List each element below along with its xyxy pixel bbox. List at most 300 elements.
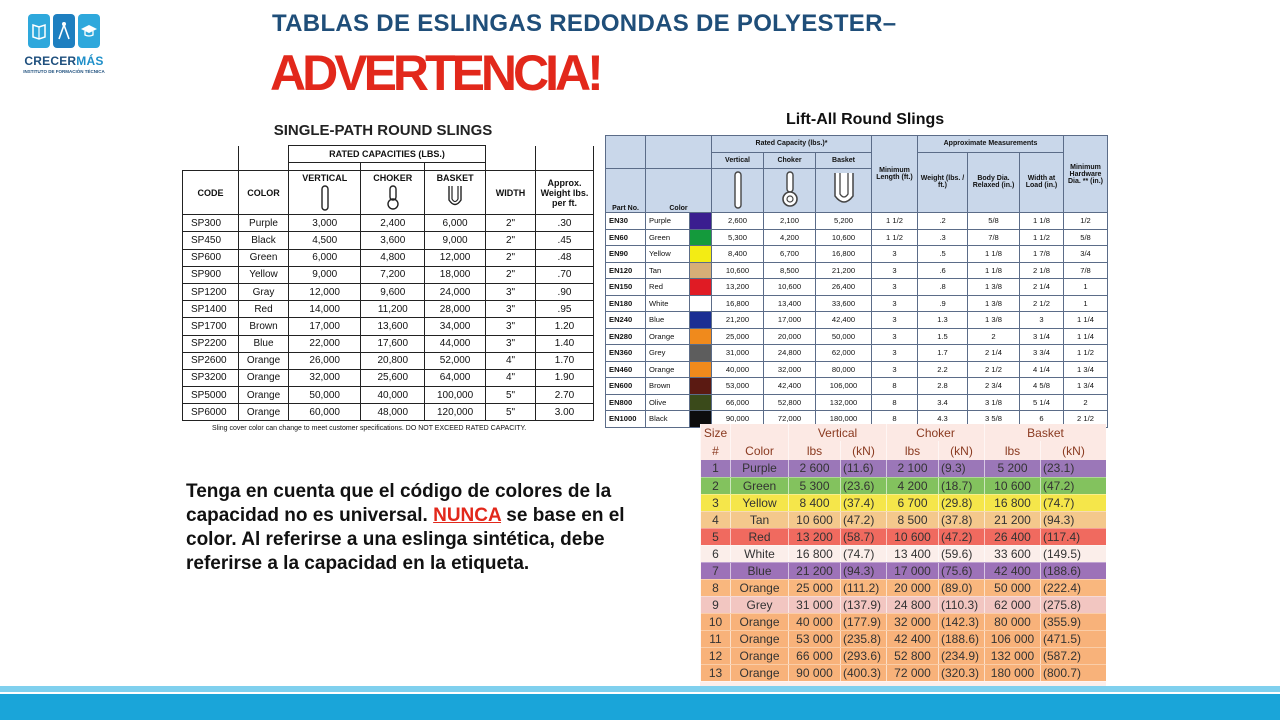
table-row bbox=[606, 262, 1108, 279]
table-cell: 5" bbox=[486, 387, 536, 404]
table-cell: 24,000 bbox=[425, 283, 486, 300]
table-row bbox=[183, 335, 594, 352]
table-cell: (177.9) bbox=[841, 613, 887, 630]
lift-all-caption: Lift-All Round Slings bbox=[786, 111, 945, 128]
table-cell: White bbox=[646, 295, 690, 312]
table-cell: 12,000 bbox=[425, 249, 486, 266]
col-la-body-dia: Body Dia. Relaxed (in.) bbox=[968, 152, 1020, 213]
table-cell: .5 bbox=[918, 246, 968, 263]
table-row bbox=[606, 229, 1108, 246]
table-cell: 6 bbox=[1020, 411, 1064, 428]
table-cell: 1.70 bbox=[536, 352, 594, 369]
table-row bbox=[183, 283, 594, 300]
table-cell: 4,800 bbox=[361, 249, 425, 266]
table-cell: 3 bbox=[872, 246, 918, 263]
table-cell: 13 200 bbox=[789, 528, 841, 545]
table-cell: 180 000 bbox=[985, 664, 1041, 681]
table-cell: (234.9) bbox=[939, 647, 985, 664]
compass-icon bbox=[53, 14, 75, 48]
table-cell: 13 400 bbox=[887, 545, 939, 562]
table-cell: Purple bbox=[646, 213, 690, 230]
color-swatch bbox=[690, 361, 712, 378]
table-cell: 1 1/8 bbox=[1020, 213, 1064, 230]
table-cell: 6,700 bbox=[764, 246, 816, 263]
table-cell: 9 bbox=[701, 596, 731, 613]
table-cell: 2 1/4 bbox=[1020, 279, 1064, 296]
table-cell: 9,000 bbox=[425, 232, 486, 249]
table-cell: (117.4) bbox=[1041, 528, 1107, 545]
table-cell: SP5000 bbox=[183, 387, 239, 404]
table-cell: 1.5 bbox=[918, 328, 968, 345]
table-cell: 2 1/2 bbox=[1020, 295, 1064, 312]
color-swatch bbox=[690, 229, 712, 246]
lift-all-table bbox=[605, 135, 1108, 428]
table-cell: .90 bbox=[536, 283, 594, 300]
table-cell: (137.9) bbox=[841, 596, 887, 613]
table-cell: 3 bbox=[872, 312, 918, 329]
table-cell: Yellow bbox=[646, 246, 690, 263]
table-cell: (149.5) bbox=[1041, 545, 1107, 562]
table-cell: EN360 bbox=[606, 345, 646, 362]
table-cell: 1 1/8 bbox=[968, 246, 1020, 263]
table-cell: 33,600 bbox=[816, 295, 872, 312]
table-cell: (47.2) bbox=[841, 511, 887, 528]
table-cell: 8 bbox=[701, 579, 731, 596]
table-cell: 2" bbox=[486, 266, 536, 283]
table-row bbox=[606, 378, 1108, 395]
table-cell: (89.0) bbox=[939, 579, 985, 596]
single-path-title: SINGLE-PATH ROUND SLINGS bbox=[273, 122, 493, 139]
table-cell: 13 bbox=[701, 664, 731, 681]
table-cell: 106,000 bbox=[816, 378, 872, 395]
table-cell: 72,000 bbox=[764, 411, 816, 428]
table-cell: 2" bbox=[486, 232, 536, 249]
col-la-choker: Choker bbox=[764, 152, 816, 169]
table-cell: 25,600 bbox=[361, 369, 425, 386]
table-cell: 2 1/4 bbox=[968, 345, 1020, 362]
table-cell: 2 600 bbox=[789, 460, 841, 477]
color-swatch bbox=[690, 345, 712, 362]
table-row bbox=[183, 215, 594, 232]
table-cell: 9,000 bbox=[289, 266, 361, 283]
table-cell: 3" bbox=[486, 301, 536, 318]
table-row bbox=[701, 613, 1107, 630]
table-cell: Orange bbox=[646, 361, 690, 378]
table-cell: Red bbox=[239, 301, 289, 318]
table-row bbox=[183, 249, 594, 266]
table-cell: Tan bbox=[646, 262, 690, 279]
table-cell: 1 1/4 bbox=[1064, 328, 1108, 345]
table-cell: 3,600 bbox=[361, 232, 425, 249]
table-cell: 32 000 bbox=[887, 613, 939, 630]
table-cell: 1.7 bbox=[918, 345, 968, 362]
table-row bbox=[701, 647, 1107, 664]
table-cell: EN1000 bbox=[606, 411, 646, 428]
table-cell: 180,000 bbox=[816, 411, 872, 428]
table-cell: 10 600 bbox=[985, 477, 1041, 494]
col-c-lbs: lbs bbox=[887, 441, 939, 460]
table-row bbox=[701, 562, 1107, 579]
table-cell: 25,000 bbox=[712, 328, 764, 345]
table-cell: Blue bbox=[239, 335, 289, 352]
table-cell: 7/8 bbox=[1064, 262, 1108, 279]
table-cell: 3 bbox=[872, 295, 918, 312]
table-cell: 100,000 bbox=[425, 387, 486, 404]
table-cell: 42,400 bbox=[764, 378, 816, 395]
table-cell: Brown bbox=[239, 318, 289, 335]
table-cell: 10,600 bbox=[712, 262, 764, 279]
table-cell: (11.6) bbox=[841, 460, 887, 477]
table-cell: 11 bbox=[701, 630, 731, 647]
table-cell: 34,000 bbox=[425, 318, 486, 335]
table-cell: 26 400 bbox=[985, 528, 1041, 545]
table-cell: 1 1/2 bbox=[872, 229, 918, 246]
table-cell: 5" bbox=[486, 404, 536, 421]
table-cell: EN180 bbox=[606, 295, 646, 312]
col-hardware-dia: Minimum Hardware Dia. ** (in.) bbox=[1064, 136, 1108, 213]
table-cell: (111.2) bbox=[841, 579, 887, 596]
table-cell: 1 1/2 bbox=[872, 213, 918, 230]
table-cell: 24 800 bbox=[887, 596, 939, 613]
table-cell: 3/4 bbox=[1064, 246, 1108, 263]
table-row bbox=[701, 477, 1107, 494]
table-cell: 3,000 bbox=[289, 215, 361, 232]
table-cell: 2,400 bbox=[361, 215, 425, 232]
la-choker-icon-cell bbox=[764, 169, 816, 213]
table-cell: 6,000 bbox=[289, 249, 361, 266]
table-cell: 3" bbox=[486, 283, 536, 300]
book-icon bbox=[28, 14, 50, 48]
table-cell: 3" bbox=[486, 335, 536, 352]
col-ct-vertical: Vertical bbox=[789, 424, 887, 441]
table-cell: SP1200 bbox=[183, 283, 239, 300]
table-cell: 3 bbox=[701, 494, 731, 511]
table-cell: 3 bbox=[1020, 312, 1064, 329]
table-cell: (188.6) bbox=[939, 630, 985, 647]
basket-hitch-icon bbox=[446, 185, 464, 209]
table-cell: 10 600 bbox=[789, 511, 841, 528]
table-cell: 3 bbox=[872, 361, 918, 378]
table-cell: 2.8 bbox=[918, 378, 968, 395]
table-cell: Yellow bbox=[731, 494, 789, 511]
col-num: # bbox=[701, 441, 731, 460]
table-cell: (471.5) bbox=[1041, 630, 1107, 647]
table-cell: 10 bbox=[701, 613, 731, 630]
table-cell: SP1400 bbox=[183, 301, 239, 318]
table-cell: EN600 bbox=[606, 378, 646, 395]
table-cell: 1 3/8 bbox=[968, 312, 1020, 329]
table-cell: 4,500 bbox=[289, 232, 361, 249]
table-cell: 1 3/8 bbox=[968, 295, 1020, 312]
vertical-hitch-icon bbox=[320, 185, 330, 211]
table-cell: (29.8) bbox=[939, 494, 985, 511]
table-cell: 4.3 bbox=[918, 411, 968, 428]
color-swatch bbox=[690, 262, 712, 279]
table-cell: 1 bbox=[701, 460, 731, 477]
table-cell: 14,000 bbox=[289, 301, 361, 318]
table-cell: 50 000 bbox=[985, 579, 1041, 596]
table-cell: 42 400 bbox=[985, 562, 1041, 579]
table-cell: Olive bbox=[646, 394, 690, 411]
table-cell: 20 000 bbox=[887, 579, 939, 596]
table-cell: 40 000 bbox=[789, 613, 841, 630]
table-cell: (58.7) bbox=[841, 528, 887, 545]
table-cell: (355.9) bbox=[1041, 613, 1107, 630]
table-cell: 31,000 bbox=[712, 345, 764, 362]
table-cell: SP3200 bbox=[183, 369, 239, 386]
color-swatch bbox=[690, 213, 712, 230]
col-la-basket: Basket bbox=[816, 152, 872, 169]
table-cell: Gray bbox=[239, 283, 289, 300]
table-cell: 2 bbox=[968, 328, 1020, 345]
table-cell: Black bbox=[646, 411, 690, 428]
table-cell: (59.6) bbox=[939, 545, 985, 562]
table-cell: 4 200 bbox=[887, 477, 939, 494]
table-cell: (320.3) bbox=[939, 664, 985, 681]
col-width: WIDTH bbox=[486, 171, 536, 215]
table-cell: 53 000 bbox=[789, 630, 841, 647]
table-cell: 1.40 bbox=[536, 335, 594, 352]
table-cell: 4" bbox=[486, 369, 536, 386]
table-cell: 1 bbox=[1064, 295, 1108, 312]
table-cell: 16,800 bbox=[816, 246, 872, 263]
table-cell: 7/8 bbox=[968, 229, 1020, 246]
col-min-length: Minimum Length (ft.) bbox=[872, 136, 918, 213]
table-cell: 1.90 bbox=[536, 369, 594, 386]
choker-hitch-icon bbox=[780, 171, 800, 209]
table-cell: 1.20 bbox=[536, 318, 594, 335]
table-cell: 32,000 bbox=[764, 361, 816, 378]
col-la-weight: Weight (lbs. / ft.) bbox=[918, 152, 968, 213]
table-row bbox=[701, 460, 1107, 477]
col-ct-basket: Basket bbox=[985, 424, 1107, 441]
table-cell: (222.4) bbox=[1041, 579, 1107, 596]
table-row bbox=[606, 295, 1108, 312]
table-cell: 5 200 bbox=[985, 460, 1041, 477]
color-capacity-table bbox=[700, 424, 1106, 682]
table-cell: 1 1/4 bbox=[1064, 312, 1108, 329]
table-row bbox=[183, 387, 594, 404]
table-cell: 1 7/8 bbox=[1020, 246, 1064, 263]
table-cell: 7 bbox=[701, 562, 731, 579]
table-cell: Orange bbox=[239, 387, 289, 404]
table-cell: SP6000 bbox=[183, 404, 239, 421]
table-row bbox=[183, 232, 594, 249]
table-row bbox=[606, 394, 1108, 411]
table-cell: (74.7) bbox=[841, 545, 887, 562]
table-cell: 21 200 bbox=[789, 562, 841, 579]
choker-hitch-icon bbox=[385, 185, 401, 211]
table-cell: 62 000 bbox=[985, 596, 1041, 613]
col-v-lbs: lbs bbox=[789, 441, 841, 460]
color-capacity-chart bbox=[700, 424, 1106, 686]
table-cell: .45 bbox=[536, 232, 594, 249]
table-cell: 60,000 bbox=[289, 404, 361, 421]
color-swatch bbox=[690, 378, 712, 395]
warning-title: ADVERTENCIA! bbox=[270, 45, 600, 101]
table-cell: 21 200 bbox=[985, 511, 1041, 528]
table-row bbox=[183, 404, 594, 421]
table-cell: 3 bbox=[872, 345, 918, 362]
table-cell: Green bbox=[646, 229, 690, 246]
table-cell: 4 bbox=[701, 511, 731, 528]
table-cell: .70 bbox=[536, 266, 594, 283]
table-cell: .6 bbox=[918, 262, 968, 279]
table-cell: .48 bbox=[536, 249, 594, 266]
table-cell: 10,600 bbox=[764, 279, 816, 296]
note-text-before: Tenga en cuenta que el código de colores de la capacidad no es universal. bbox=[186, 481, 612, 526]
table-cell: 66 000 bbox=[789, 647, 841, 664]
graduation-cap-icon bbox=[78, 14, 100, 48]
table-cell: 3 1/4 bbox=[1020, 328, 1064, 345]
table-cell: (37.4) bbox=[841, 494, 887, 511]
table-cell: (142.3) bbox=[939, 613, 985, 630]
table-row bbox=[183, 352, 594, 369]
table-cell: Purple bbox=[731, 460, 789, 477]
table-cell: Orange bbox=[239, 369, 289, 386]
single-path-rows bbox=[183, 215, 594, 421]
table-cell: 80 000 bbox=[985, 613, 1041, 630]
rated-capacity-header: Rated Capacity (lbs.)* bbox=[712, 136, 872, 153]
table-cell: 16,800 bbox=[712, 295, 764, 312]
table-cell: (587.2) bbox=[1041, 647, 1107, 664]
table-cell: (94.3) bbox=[841, 562, 887, 579]
table-cell: 16 800 bbox=[985, 494, 1041, 511]
table-cell: 22,000 bbox=[289, 335, 361, 352]
table-cell: 21,200 bbox=[712, 312, 764, 329]
col-code: CODE bbox=[183, 171, 239, 215]
table-cell: 3.00 bbox=[536, 404, 594, 421]
table-cell: 17,000 bbox=[764, 312, 816, 329]
table-cell: White bbox=[731, 545, 789, 562]
table-cell: 2" bbox=[486, 215, 536, 232]
col-weight: Approx. Weight lbs. per ft. bbox=[536, 171, 594, 215]
table-cell: Red bbox=[731, 528, 789, 545]
table-cell: .95 bbox=[536, 301, 594, 318]
col-la-color: Color bbox=[646, 169, 712, 213]
table-cell: 1 1/2 bbox=[1020, 229, 1064, 246]
table-row bbox=[606, 213, 1108, 230]
table-cell: Blue bbox=[731, 562, 789, 579]
table-cell: 8 bbox=[872, 378, 918, 395]
table-cell: .3 bbox=[918, 229, 968, 246]
color-swatch bbox=[690, 295, 712, 312]
table-cell: SP600 bbox=[183, 249, 239, 266]
table-cell: 72 000 bbox=[887, 664, 939, 681]
table-cell: Orange bbox=[731, 664, 789, 681]
table-row bbox=[606, 328, 1108, 345]
footer-stripe bbox=[0, 686, 1280, 692]
table-cell: 10 600 bbox=[887, 528, 939, 545]
lift-all-chart bbox=[605, 135, 1108, 424]
table-cell: Green bbox=[239, 249, 289, 266]
table-cell: Yellow bbox=[239, 266, 289, 283]
color-swatch bbox=[690, 312, 712, 329]
table-cell: 5 300 bbox=[789, 477, 841, 494]
table-cell: 106 000 bbox=[985, 630, 1041, 647]
col-la-vertical: Vertical bbox=[712, 152, 764, 169]
single-path-note: Sling cover color can change to meet customer specifications. DO NOT EXCEED RATED CAPACITY. bbox=[212, 425, 527, 433]
table-cell: 3 bbox=[872, 279, 918, 296]
table-cell: 12,000 bbox=[289, 283, 361, 300]
table-cell: (9.3) bbox=[939, 460, 985, 477]
table-cell: Tan bbox=[731, 511, 789, 528]
table-cell: (23.1) bbox=[1041, 460, 1107, 477]
table-cell: 8 bbox=[872, 394, 918, 411]
table-cell: (800.7) bbox=[1041, 664, 1107, 681]
table-cell: 3.4 bbox=[918, 394, 968, 411]
table-cell: EN120 bbox=[606, 262, 646, 279]
table-cell: 18,000 bbox=[425, 266, 486, 283]
table-cell: SP450 bbox=[183, 232, 239, 249]
col-basket: BASKET bbox=[425, 171, 486, 215]
col-v-kn: (kN) bbox=[841, 441, 887, 460]
table-row bbox=[606, 246, 1108, 263]
table-row bbox=[606, 345, 1108, 362]
table-cell: 33 600 bbox=[985, 545, 1041, 562]
table-cell: 8 400 bbox=[789, 494, 841, 511]
table-row bbox=[183, 318, 594, 335]
col-size: Size bbox=[701, 424, 731, 441]
table-cell: 48,000 bbox=[361, 404, 425, 421]
table-cell: 4 5/8 bbox=[1020, 378, 1064, 395]
vertical-hitch-icon bbox=[732, 171, 744, 209]
table-cell: Orange bbox=[731, 630, 789, 647]
table-cell: Grey bbox=[646, 345, 690, 362]
col-b-kn: (kN) bbox=[1041, 441, 1107, 460]
table-cell: 2,100 bbox=[764, 213, 816, 230]
table-row bbox=[701, 494, 1107, 511]
table-cell: 62,000 bbox=[816, 345, 872, 362]
table-cell: EN90 bbox=[606, 246, 646, 263]
note-emphasis: NUNCA bbox=[433, 505, 502, 526]
table-cell: 20,800 bbox=[361, 352, 425, 369]
table-cell: (293.6) bbox=[841, 647, 887, 664]
table-cell: SP2600 bbox=[183, 352, 239, 369]
table-row bbox=[701, 579, 1107, 596]
table-cell: Black bbox=[239, 232, 289, 249]
footer-band bbox=[0, 694, 1280, 720]
table-cell: 24,800 bbox=[764, 345, 816, 362]
table-row bbox=[606, 279, 1108, 296]
table-cell: 12 bbox=[701, 647, 731, 664]
table-cell: 26,400 bbox=[816, 279, 872, 296]
col-choker: CHOKER bbox=[361, 171, 425, 215]
table-cell: 2.70 bbox=[536, 387, 594, 404]
table-cell: 8 500 bbox=[887, 511, 939, 528]
table-cell: 16 800 bbox=[789, 545, 841, 562]
warning-note bbox=[186, 480, 666, 576]
table-cell: 2 bbox=[1064, 394, 1108, 411]
table-cell: 3 3/4 bbox=[1020, 345, 1064, 362]
la-vertical-icon-cell bbox=[712, 169, 764, 213]
table-cell: 42 400 bbox=[887, 630, 939, 647]
table-cell: 64,000 bbox=[425, 369, 486, 386]
table-cell: 1 1/2 bbox=[1064, 345, 1108, 362]
table-cell: 1 bbox=[1064, 279, 1108, 296]
table-cell: 3 bbox=[872, 328, 918, 345]
table-cell: 8 bbox=[872, 411, 918, 428]
color-swatch bbox=[690, 246, 712, 263]
table-row bbox=[606, 312, 1108, 329]
table-cell: Orange bbox=[646, 328, 690, 345]
table-row bbox=[701, 545, 1107, 562]
table-cell: (74.7) bbox=[1041, 494, 1107, 511]
table-cell: EN800 bbox=[606, 394, 646, 411]
table-cell: 8,400 bbox=[712, 246, 764, 263]
table-row bbox=[183, 266, 594, 283]
table-row bbox=[183, 301, 594, 318]
